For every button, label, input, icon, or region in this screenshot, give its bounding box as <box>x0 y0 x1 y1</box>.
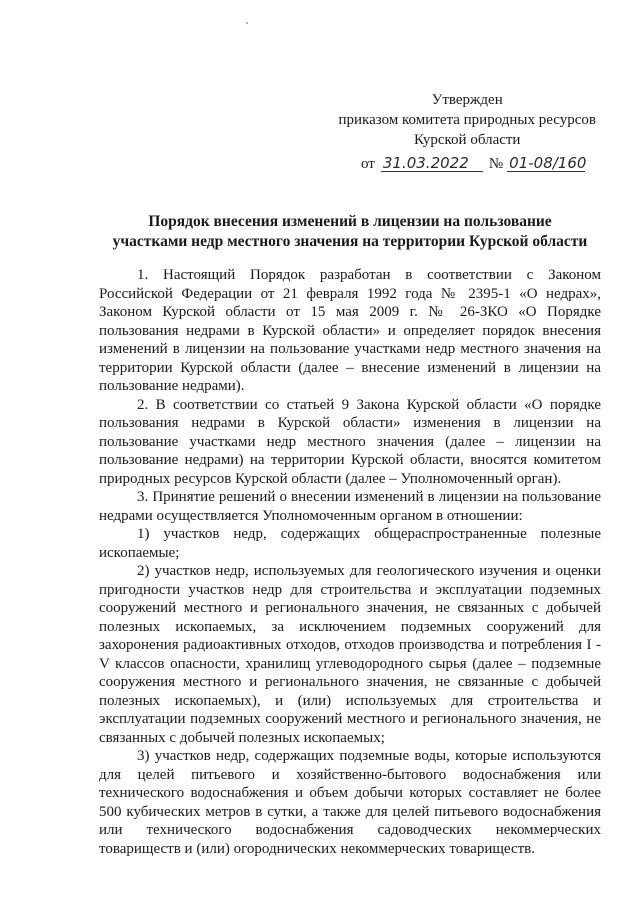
scan-speck <box>246 22 248 24</box>
paragraph-3: 3. Принятие решений о внесении изменений в лицензии на пользование недрами осуществляется Уполномоченным органом в отношении: <box>99 489 601 524</box>
title-line-2: участками недр местного значения на территории Курской области <box>112 233 588 250</box>
document-title <box>100 212 600 252</box>
subitem-2: 2) участков недр, используемых для геологического изучения и оценки пригодности участков недр для строительства и эксплуатации подземных сооружений местного и регионального значения, не связанных с добычей полезных ископаемых, за исключением подземных сооружений для захоронения радиоактивных отходов, отходов производства и потребления I - V классов опасности, хранилищ углеводородного сырья (далее – подземные сооружения местного и регионального значения, не связанные с добычей полезных ископаемых), и (или) используемых для строительства и эксплуатации подземных сооружений местного и регионального значения, не связанных с добычей полезных ископаемых; <box>99 563 601 746</box>
paragraph-1: 1. Настоящий Порядок разработан в соответствии с Законом Российской Федерации от 21 февраля 1992 года № 2395-1 «О недрах», Законом Курской области от 15 мая 2009 г. № 26-ЗКО «О Порядке пользования недрами в Курской области» и определяет порядок внесения изменений в лицензии на пользование участками недр местного значения на территории Курской области (далее – внесение изменений в лицензии на пользование недрами). <box>99 267 601 394</box>
document-body <box>99 266 601 858</box>
approval-line-2: приказом комитета природных ресурсов <box>338 112 596 128</box>
order-reference <box>361 155 585 173</box>
date-prefix: от <box>361 156 375 172</box>
handwritten-number: 01-08/160 <box>509 154 587 172</box>
approval-line-3: Курской области <box>413 132 521 148</box>
approval-block <box>338 90 596 150</box>
subitem-3: 3) участков недр, содержащих подземные воды, которые используются для целей питьевого и хозяйственно-бытового водоснабжения или технического водоснабжения и объем добычи которых составляет не более 500 кубических метров в сутки, а также для целей питьевого водоснабжения или технического водоснабжения садоводческих некоммерческих товариществ и (или) огороднических некоммерческих товариществ. <box>99 748 601 857</box>
paragraph-2: 2. В соответствии со статьей 9 Закона Курской области «О порядке пользования недрами в Курской области» изменения в лицензии на пользование участками недр местного значения (далее – лицензии на пользование недрами) на территории Курской области, вносятся комитетом природных ресурсов Курской области (далее – Уполномоченный орган). <box>99 396 601 487</box>
handwritten-date: 31.03.2022 <box>381 155 483 172</box>
number-sign: № <box>488 156 504 172</box>
approval-line-1: Утвержден <box>431 92 503 108</box>
title-line-1: Порядок внесения изменений в лицензии на пользование <box>148 213 552 230</box>
subitem-1: 1) участков недр, содержащих общераспространенные полезные ископаемые; <box>99 526 601 561</box>
